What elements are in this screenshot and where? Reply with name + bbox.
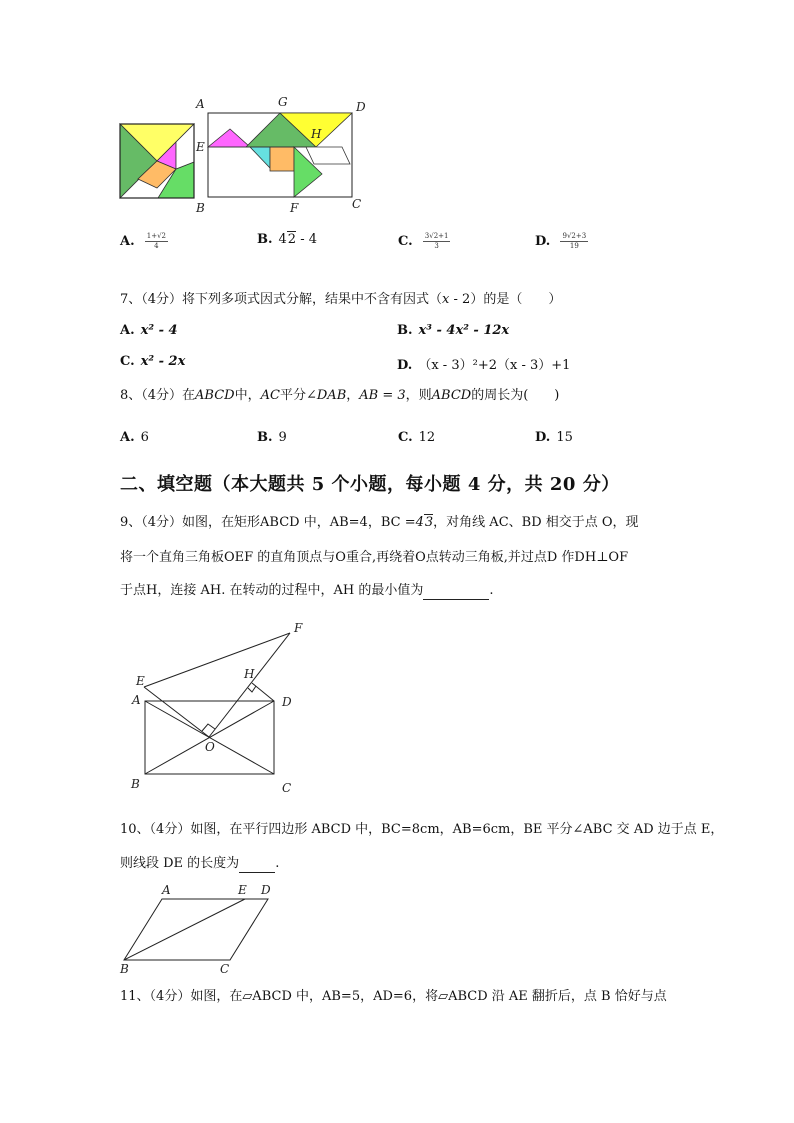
q7-stem: 7、（4分）将下列多项式因式分解，结果中不含有因式（x - 2）的是（ ） — [120, 292, 562, 307]
q9-line-3: 于点H，连接 AH. 在转动的过程中，AH 的最小值为 . — [120, 583, 494, 598]
label-D: D — [356, 100, 366, 114]
q7-option-d[interactable]: D. （x - 3）²+2（x - 3）+1 — [397, 358, 571, 373]
parallelogram-abcd — [124, 899, 268, 960]
label-E: E — [136, 674, 145, 688]
label-D: D — [261, 883, 271, 897]
piece-white-parallelogram — [306, 147, 350, 164]
q10-line-1: 10、（4分）如图，在平行四边形 ABCD 中，BC=8cm，AB=6cm，BE 平分∠ABC 交 AD 边于点 E， — [120, 822, 724, 837]
q7-option-b[interactable]: B. x³ - 4x² - 12x — [397, 323, 510, 338]
right-angle-mark-h — [248, 686, 256, 692]
q10-line-2: 则线段 DE 的长度为 . — [120, 856, 280, 871]
q10-figure — [118, 880, 288, 980]
section-heading-fill-in: 二、填空题（本大题共 5 个小题，每小题 4 分，共 20 分） — [120, 474, 620, 495]
label-E: E — [196, 140, 205, 154]
q7-option-c[interactable]: C. x² - 2x — [120, 354, 186, 369]
label-B: B — [120, 962, 129, 976]
q8-option-a[interactable]: A. 6 — [120, 430, 149, 445]
q9-line-2: 将一个直角三角板OEF 的直角顶点与O重合,再绕着O点转动三角板,并过点D 作DH⊥OF — [120, 550, 629, 565]
label-A: A — [132, 693, 141, 707]
q8-option-b[interactable]: B. 9 — [257, 430, 287, 445]
segment-of — [209, 633, 290, 737]
q8-option-d[interactable]: D. 15 — [535, 430, 573, 445]
label-C: C — [220, 962, 230, 976]
tangram-rectangle-figure — [194, 94, 374, 216]
label-D: D — [282, 695, 292, 709]
label-B: B — [131, 777, 140, 791]
label-H: H — [311, 127, 322, 141]
label-O: O — [205, 740, 215, 754]
q6-option-d[interactable]: D. $\frac{9√2+3}{19}$ — [535, 232, 587, 250]
segment-dh — [252, 683, 274, 701]
q6-option-c[interactable]: C. $\frac{3√2+1}{3}$ — [398, 232, 449, 250]
q8-stem: 8、（4分）在ABCD中，AC平分∠DAB，AB = 3，则ABCD的周长为( ) — [120, 388, 560, 403]
label-A: A — [162, 883, 171, 897]
segment-ef — [144, 633, 290, 687]
label-F: F — [294, 621, 303, 635]
tangram-square-figure — [118, 122, 196, 200]
q9-answer-blank[interactable] — [423, 583, 489, 600]
piece-orange — [270, 147, 294, 171]
segment-oe — [144, 687, 209, 737]
label-F: F — [290, 201, 299, 215]
q11-line-1: 11、（4分）如图，在▱ABCD 中，AB=5，AD=6，将▱ABCD 沿 AE 翻折后，点 B 恰好与点 — [120, 989, 667, 1004]
q6-option-a[interactable]: A. $\frac{1+√2}{4}$ — [120, 232, 166, 250]
q6-option-b[interactable]: B. 42 - 4 — [257, 232, 318, 247]
q8-option-c[interactable]: C. 12 — [398, 430, 436, 445]
label-E: E — [238, 883, 247, 897]
label-G: G — [278, 95, 288, 109]
q7-option-a[interactable]: A. x² - 4 — [120, 323, 178, 338]
label-B: B — [196, 201, 205, 215]
label-C: C — [352, 197, 362, 211]
label-A: A — [196, 97, 205, 111]
segment-be — [124, 899, 245, 960]
right-angle-mark-o — [202, 724, 215, 731]
label-H: H — [244, 667, 255, 681]
q10-answer-blank[interactable] — [239, 856, 275, 873]
label-C: C — [282, 781, 292, 795]
q9-line-1: 9、（4分）如图，在矩形ABCD 中，AB=4，BC =43，对角线 AC、BD 相交于点 O，现 — [120, 515, 639, 530]
q9-figure — [128, 620, 328, 800]
